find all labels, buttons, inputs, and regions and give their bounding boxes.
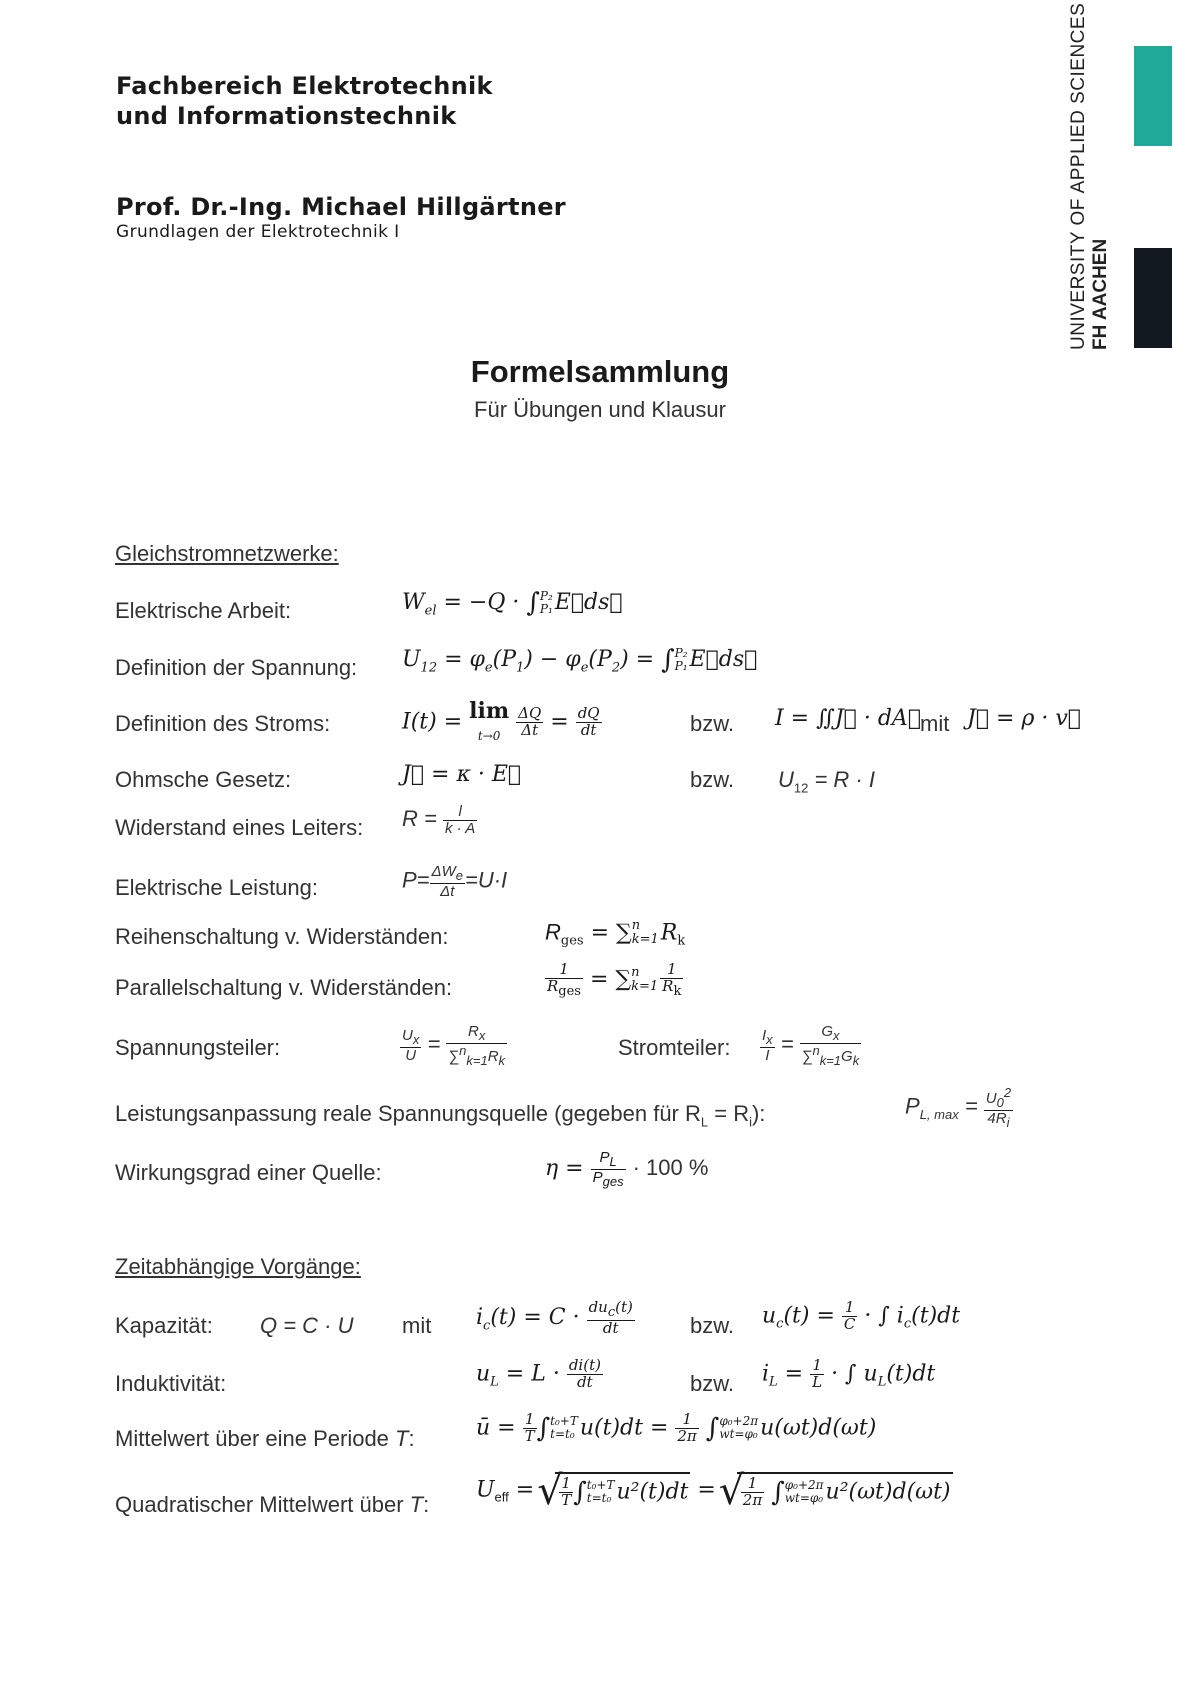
label-elektrische-leistung: Elektrische Leistung:	[115, 875, 318, 900]
formula-mittelwert: ū = $\frac{1}{T}$ ∫ t₀+T t=t₀ u(t)dt = $\frac{1}{2\pi}$ ∫ φ₀+2π wt=φ₀ u(ωt)d(ωt)	[476, 1410, 877, 1445]
label-leistungsanpassung: Leistungsanpassung reale Spannungsquelle (gegeben für $R_L = R_i$):	[115, 1101, 766, 1130]
label-leistungsanpassung-text: Leistungsanpassung reale Spannungsquelle (gegeben für R	[115, 1101, 701, 1126]
label-mittelwert: Mittelwert über eine Periode T:	[115, 1426, 415, 1451]
formula-widerstand-leiter: R = $\frac{l}{k \cdot A}$	[402, 803, 476, 837]
formula-induktivitaet-strom: $i_L$ = $\frac{1}{L}$ · ∫ $u_L(t)dt$	[762, 1356, 936, 1391]
label-quadratischer-mittelwert: Quadratischer Mittelwert über T:	[115, 1492, 430, 1517]
formula-kapazitaet-strom: $i_c(t) = C$ · $\frac{du_c(t)}{dt}$	[476, 1298, 633, 1337]
label-quadratisch-text: Quadratischer Mittelwert über	[115, 1492, 410, 1517]
label-reihenschaltung: Reihenschaltung v. Widerständen:	[115, 924, 449, 949]
label-spannungsteiler: Spannungsteiler:	[115, 1035, 281, 1060]
logo-name: FH AACHEN	[1090, 238, 1111, 350]
label-mittelwert-text: Mittelwert über eine Periode	[115, 1426, 396, 1451]
formula-ohm-feld: J⃗ = κ · E⃗	[402, 762, 522, 787]
label-parallelschaltung: Parallelschaltung v. Widerständen:	[115, 975, 453, 1000]
label-stromteiler: Stromteiler:	[618, 1035, 731, 1060]
label-bzw-3: bzw.	[690, 1313, 735, 1338]
section-time-dependent: Zeitabhängige Vorgänge:	[115, 1254, 361, 1279]
formula-induktivitaet-spannung: $u_L = L$ · $\frac{di(t)}{dt}$	[476, 1356, 601, 1391]
formula-stromteiler: $\frac{I_x}{I}$ = $\frac{G_x}{\sum^n_{k=1}G_k}$	[762, 1023, 860, 1068]
formula-spannungsteiler: $\frac{U_x}{U}$ = $\frac{R_x}{\sum^n_{k=1}R_k}$	[402, 1023, 506, 1068]
label-bzw-1: bzw.	[690, 711, 735, 736]
label-wirkungsgrad: Wirkungsgrad einer Quelle:	[115, 1160, 382, 1185]
label-induktivitaet: Induktivität:	[115, 1371, 227, 1396]
label-widerstand-leiter: Widerstand eines Leiters:	[115, 815, 364, 840]
section-dc-networks: Gleichstromnetzwerke:	[115, 541, 339, 566]
formula-kapazitaet-ladung: Q = C · U	[260, 1313, 354, 1338]
formula-elektrische-leistung: P= $\frac{\Delta W_e}{\Delta t}$ =U·I	[402, 863, 508, 900]
label-definition-strom: Definition des Stroms:	[115, 711, 331, 736]
formula-effektivwert: $U_{eff}$ = √ $\frac{1}{T}$ ∫ t₀+T t=t₀ u²(t)dt = √ $\frac{1}{2\pi}$ ∫ φ₀+2π wt=φ₀ u²(ωt)d(ωt)	[476, 1472, 953, 1509]
formula-kapazitaet-spannung: $u_c(t)$ = $\frac{1}{C}$ · ∫ $i_c(t)dt$	[762, 1298, 961, 1333]
label-ohmsche-gesetz: Ohmsche Gesetz:	[115, 767, 292, 792]
formula-parallelschaltung: $\frac{1}{R_{ges}}$ = ∑ n k=1 $\frac{1}{R_k}$	[547, 960, 682, 999]
logo-dark-bar	[1134, 248, 1172, 348]
label-definition-spannung: Definition der Spannung:	[115, 655, 358, 680]
formula-ohm: $U_{12} = R \cdot I$	[778, 767, 875, 796]
formula-definition-strom: I(t) = lim t→0 $\frac{\Delta Q}{\Delta t}$ = $\frac{dQ}{dt}$	[402, 698, 600, 743]
logo-subtitle: UNIVERSITY OF APPLIED SCIENCES	[1068, 2, 1089, 350]
logo-teal-bar	[1134, 46, 1172, 146]
label-elektrische-arbeit: Elektrische Arbeit:	[115, 598, 292, 623]
percent-factor: · 100 %	[632, 1155, 709, 1181]
page-subtitle: Für Übungen und Klausur	[474, 397, 726, 422]
label-mit-2: mit	[402, 1313, 432, 1338]
label-bzw-2: bzw.	[690, 767, 735, 792]
formula-stromdichte: J⃗ = ρ · v⃗	[967, 706, 1081, 731]
formula-strom-integral: I = ∬J⃗ · dA⃗	[775, 706, 922, 731]
university-logo-text	[1068, 3, 1112, 350]
label-leistungsanpassung-mid: = R	[708, 1101, 750, 1126]
department-line1: Fachbereich Elektrotechnik	[116, 72, 493, 100]
formula-leistungsanpassung: $P_{L, max}$ = $\frac{U_0^2}{4R_i}$	[905, 1085, 1012, 1130]
formula-definition-spannung: $U_{12} = \varphi_e(P_1) - \varphi_e(P_2)$ = ∫ P₂ P₁ E⃗ds⃗	[402, 645, 758, 676]
formula-wirkungsgrad: η = $\frac{P_L}{P_{ges}}$ · 100 %	[545, 1149, 709, 1189]
label-leistungsanpassung-end: ):	[751, 1101, 766, 1126]
label-bzw-4: bzw.	[690, 1371, 735, 1396]
department-line2: und Informationstechnik	[116, 102, 457, 130]
label-mit-1: mit	[920, 711, 950, 736]
page-title: Formelsammlung	[470, 354, 730, 389]
label-kapazitaet: Kapazität:	[115, 1313, 213, 1338]
professor-name: Prof. Dr.-Ing. Michael Hillgärtner	[116, 193, 566, 221]
course-name: Grundlagen der Elektrotechnik I	[116, 222, 400, 242]
formula-elektrische-arbeit: $W_{el} = -Q$ · ∫ P₂ P₁ E⃗ds⃗	[402, 588, 623, 619]
formula-reihenschaltung: $R_{ges}$ = ∑ n k=1 $R_k$	[545, 918, 686, 949]
